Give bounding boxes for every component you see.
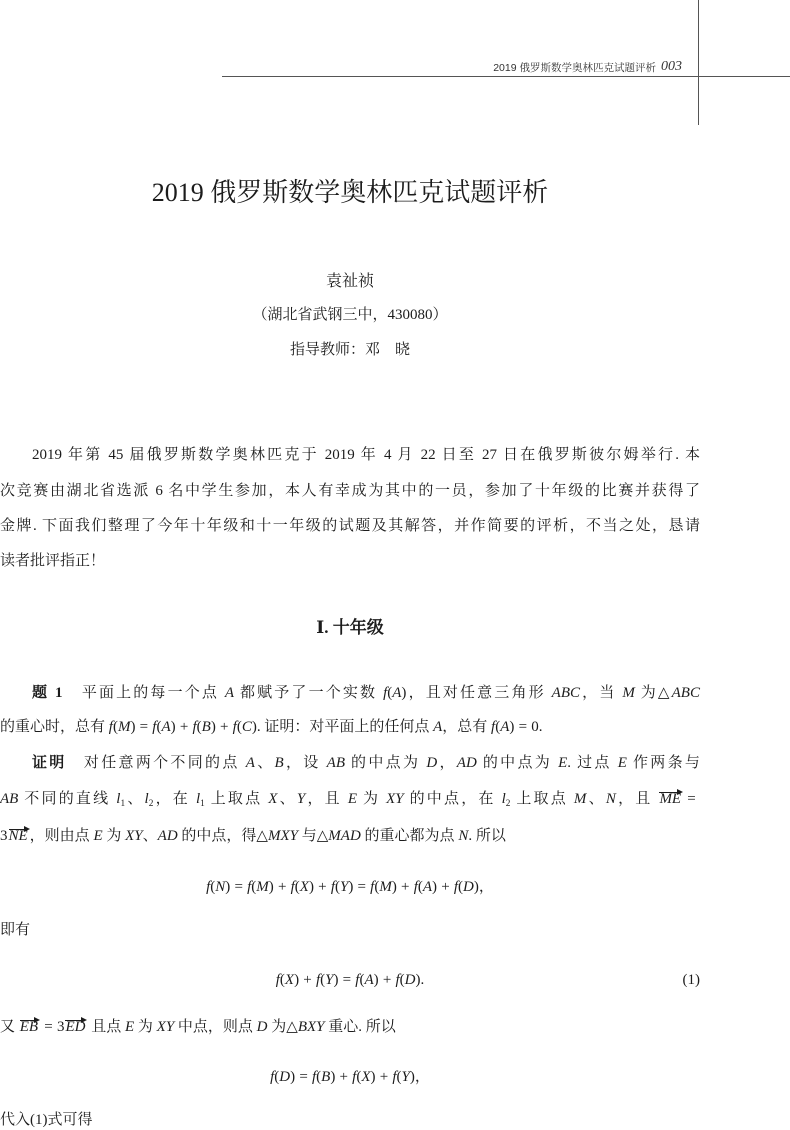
text-run: ，且 [615, 791, 659, 807]
math-glyph: X [361, 1069, 371, 1085]
math-glyph: f [206, 879, 211, 895]
math-glyph: C [689, 685, 700, 701]
text-run: 、 [586, 791, 606, 807]
text-run: . [420, 972, 425, 988]
section-heading: Ⅰ. 十年级 [316, 618, 384, 637]
math-glyph: ( [279, 972, 285, 988]
math-glyph: = [139, 719, 149, 735]
math-glyph: f [355, 972, 360, 988]
math-glyph: ( [396, 1069, 402, 1085]
display-equation [0, 877, 700, 897]
math-glyph: f [315, 972, 321, 988]
math-glyph: ) [473, 879, 479, 895]
intro-line [0, 516, 700, 536]
math-glyph: ) [409, 1069, 415, 1085]
text-run: ， [437, 755, 457, 771]
math-glyph: ) [333, 972, 339, 988]
header-vertical-rule [698, 0, 699, 125]
math-run [386, 791, 404, 807]
math-glyph: ( [236, 719, 242, 735]
text-run: 的中点，得△ [177, 828, 268, 844]
math-glyph: ( [196, 719, 202, 735]
math-glyph: B [321, 1069, 331, 1085]
math-glyph: M [117, 719, 131, 735]
math-run [618, 755, 627, 771]
math-glyph: ( [495, 719, 501, 735]
text-run: 为 [102, 828, 126, 844]
math-glyph: E [93, 828, 103, 844]
math-glyph: B [335, 755, 345, 771]
math-glyph: A [500, 719, 510, 735]
header-horizontal-rule [222, 76, 790, 77]
intro-line [0, 551, 700, 571]
math-glyph: D [349, 828, 361, 844]
text-run: . 过点 [567, 755, 618, 771]
math-run [622, 685, 635, 701]
math-glyph: D [279, 1069, 291, 1085]
math-run [458, 828, 468, 844]
text-run: 上取点 [510, 791, 574, 807]
math-glyph: A [364, 972, 374, 988]
math-glyph: = [234, 879, 243, 895]
math-glyph: l [144, 791, 149, 807]
math-run [298, 1019, 325, 1035]
vector: ME [659, 791, 682, 807]
running-title: 2019 俄罗斯数学奥林匹克试题评析 [493, 62, 656, 74]
proof-line [0, 753, 700, 773]
text-run: 不同的直线 [18, 791, 117, 807]
math-glyph: f [392, 1069, 397, 1085]
math-glyph: ( [399, 972, 405, 988]
math-run [328, 828, 361, 844]
math-glyph: A [157, 828, 167, 844]
vector: EB [19, 1019, 39, 1035]
math-glyph: = [342, 972, 352, 988]
math-glyph: D [404, 972, 416, 988]
text-run: 为△ [267, 1019, 298, 1035]
math-glyph: + [401, 879, 410, 895]
math-glyph: ( [156, 719, 162, 735]
math-glyph: f [453, 879, 459, 895]
proof-line [0, 1017, 700, 1037]
math-glyph: f [413, 879, 418, 895]
advisor-line: 指导教师：邓 晓 [289, 342, 410, 358]
display-equation [0, 1067, 700, 1087]
math-run [275, 755, 284, 771]
math-run [552, 685, 580, 701]
text-run: 为 [356, 791, 387, 807]
math-run [348, 791, 357, 807]
math-glyph: A [224, 685, 235, 701]
math-run [276, 972, 421, 988]
math-run [109, 719, 257, 735]
text-run: 又 [0, 1019, 19, 1035]
text-run: . 所以 [468, 828, 506, 844]
math-glyph: ) [268, 879, 274, 895]
subscript: 1 [120, 798, 126, 809]
math-glyph: A [340, 828, 350, 844]
text-run: 的中点为 [344, 755, 427, 771]
text-run: ， [478, 879, 494, 895]
math-glyph: f [247, 879, 252, 895]
text-run: 2019 年第 45 届俄罗斯数学奥林匹克于 2019 年 4 月 22 日至 27 日在俄罗斯彼尔姆举行. 本 [32, 447, 700, 463]
text-run: 、 [277, 791, 297, 807]
math-glyph: E [347, 791, 357, 807]
math-glyph: E [617, 755, 627, 771]
math-run [672, 685, 700, 701]
math-glyph: Y [134, 828, 143, 844]
math-glyph: = [357, 879, 366, 895]
text-run: 上取点 [204, 791, 269, 807]
math-glyph: A [456, 755, 466, 771]
subscript: 2 [148, 798, 154, 809]
math-run [457, 755, 477, 771]
math-glyph: l [195, 791, 201, 807]
text-run: ，且对任意三角形 [406, 685, 552, 701]
math-glyph: ( [417, 879, 423, 895]
math-run [125, 1019, 134, 1035]
math-glyph: Y [401, 1069, 410, 1085]
math-glyph: ) [415, 972, 421, 988]
math-glyph: ) [290, 1069, 296, 1085]
math-glyph: l [501, 791, 506, 807]
math-glyph: ) [373, 972, 379, 988]
text-run: 的重心时，总有 [0, 719, 109, 735]
math-run [0, 828, 8, 844]
text-run: 、 [125, 791, 145, 807]
math-run [558, 755, 567, 771]
math-run [158, 828, 178, 844]
math-run [40, 1019, 64, 1035]
text-run: ，则由点 [29, 828, 94, 844]
math-glyph: l [116, 791, 121, 807]
math-glyph: 3 [56, 1019, 65, 1035]
math-glyph: B [560, 685, 570, 701]
subscript: 2 [505, 798, 511, 809]
math-glyph: ) [225, 879, 231, 895]
math-glyph: N [215, 879, 226, 895]
text-run: ，当 [580, 685, 623, 701]
vector: NE [8, 828, 28, 844]
math-glyph: D [463, 879, 474, 895]
math-glyph: A [551, 685, 561, 701]
bold-label: 题 1 [32, 685, 63, 701]
math-glyph: f [383, 685, 388, 701]
math-run [426, 755, 437, 771]
text-run: 为 [134, 1019, 157, 1035]
proof-line [0, 789, 700, 809]
math-run [574, 791, 587, 807]
math-glyph: ( [294, 879, 300, 895]
math-glyph: Y [395, 791, 404, 807]
proof-line [0, 826, 700, 846]
math-glyph: Y [325, 972, 334, 988]
math-glyph: + [303, 972, 312, 988]
math-glyph: Y [316, 1019, 325, 1035]
math-glyph: X [299, 879, 309, 895]
math-glyph: X [284, 972, 295, 988]
math-glyph: f [270, 1069, 275, 1085]
math-run [257, 1019, 268, 1035]
article-title: 2019 俄罗斯数学奥林匹克试题评析 [151, 178, 549, 207]
math-glyph: = [44, 1019, 53, 1035]
math-glyph: + [339, 1069, 348, 1085]
math-glyph: f [311, 1069, 317, 1085]
text-run: 代入(1)式可得 [0, 1112, 93, 1128]
math-glyph: A [433, 719, 443, 735]
math-glyph: ) [432, 879, 438, 895]
math-glyph: N [458, 828, 469, 844]
math-glyph: ) [170, 719, 176, 735]
math-glyph: + [179, 719, 189, 735]
math-glyph: ( [374, 879, 380, 895]
text-run: ， [414, 1069, 430, 1085]
text-run: . 证明：对平面上的任何点 [256, 719, 434, 735]
math-run [683, 791, 700, 807]
text-run: 对任意两个不同的点 [66, 755, 246, 771]
math-glyph: f [370, 879, 375, 895]
math-run [297, 791, 305, 807]
math-glyph: + [318, 879, 327, 895]
text-run: 、 [142, 828, 158, 844]
math-glyph: A [671, 685, 681, 701]
math-run [327, 755, 345, 771]
math-glyph: M [622, 685, 635, 701]
math-glyph: ) [370, 1069, 376, 1085]
text-run: 重心. 所以 [324, 1019, 396, 1035]
math-glyph: Y [339, 879, 349, 895]
math-glyph: ( [316, 1069, 322, 1085]
math-glyph: f [108, 719, 113, 735]
math-glyph: f [352, 1069, 357, 1085]
math-glyph: ( [210, 879, 216, 895]
math-glyph: ( [359, 972, 365, 988]
math-glyph: ) [308, 879, 314, 895]
math-glyph: = [687, 791, 696, 807]
math-glyph: A [422, 879, 433, 895]
text-run: 的中点，在 [403, 791, 502, 807]
math-run [383, 685, 406, 701]
math-glyph: M [328, 828, 341, 844]
math-glyph: ) [210, 719, 216, 735]
text-run: 的中点为 [476, 755, 559, 771]
math-glyph: ( [458, 879, 464, 895]
math-glyph: M [267, 828, 281, 844]
math-run [270, 1069, 415, 1085]
math-glyph: ) [251, 719, 257, 735]
math-glyph: ) [401, 685, 407, 701]
math-glyph: + [379, 1069, 389, 1085]
math-glyph: M [573, 791, 587, 807]
text-run: 平面上的每一个点 [62, 685, 225, 701]
math-glyph: X [280, 828, 290, 844]
math-glyph: B [201, 719, 211, 735]
math-glyph: A [245, 755, 255, 771]
math-glyph: f [152, 719, 157, 735]
math-glyph: + [382, 972, 392, 988]
text-run: 都赋予了一个实数 [234, 685, 384, 701]
text-run: 与△ [297, 828, 329, 844]
bold-label: 证明 [32, 755, 67, 771]
math-run [268, 828, 298, 844]
math-glyph: Y [296, 791, 306, 807]
text-run: 次竞赛由湖北省选派 6 名中学生参加，本人有幸成为其中的一员，参加了十年级的比赛并获得了 [0, 483, 700, 499]
proof-line [0, 1110, 700, 1130]
math-run [93, 828, 102, 844]
math-glyph: Y [165, 1019, 175, 1035]
problem-line [0, 683, 700, 703]
text-run: 金牌. 下面我们整理了今年十年级和十一年级的试题及其解答，并作简要的评析，不当之处，恳请 [0, 518, 700, 534]
math-glyph: = [518, 719, 528, 735]
math-glyph: D [465, 755, 477, 771]
math-glyph: + [441, 879, 450, 895]
text-run: 即有 [0, 922, 31, 938]
math-glyph: = [299, 1069, 308, 1085]
math-glyph: f [491, 719, 496, 735]
math-glyph: D [166, 828, 178, 844]
math-glyph: ( [387, 685, 393, 701]
equation-number: (1) [682, 972, 700, 988]
math-glyph: E [558, 755, 568, 771]
math-glyph: ) [509, 719, 515, 735]
math-glyph: N [605, 791, 616, 807]
text-run: ，且 [305, 791, 348, 807]
text-run: 作两条与 [626, 755, 700, 771]
intro-line [0, 481, 700, 501]
math-glyph: f [275, 972, 280, 988]
math-glyph: ) [391, 879, 397, 895]
math-glyph: ) [130, 719, 136, 735]
math-glyph: D [256, 1019, 268, 1035]
math-glyph: M [379, 879, 392, 895]
math-glyph: ( [251, 879, 257, 895]
text-run: ，设 [283, 755, 327, 771]
math-glyph: ) [348, 879, 354, 895]
math-glyph: ( [320, 972, 326, 988]
math-run [246, 755, 255, 771]
display-equation [0, 970, 700, 990]
math-glyph: ( [112, 719, 118, 735]
math-glyph: B [274, 755, 284, 771]
math-glyph: B [680, 685, 690, 701]
math-glyph: f [395, 972, 400, 988]
math-glyph: + [220, 719, 229, 735]
math-glyph: X [268, 791, 278, 807]
page-number: 003 [661, 59, 682, 74]
math-glyph: f [330, 879, 335, 895]
math-glyph: C [241, 719, 252, 735]
math-glyph: 0 [531, 719, 539, 735]
text-run: ，总有 [442, 719, 492, 735]
math-glyph: A [326, 755, 336, 771]
math-glyph: f [192, 719, 197, 735]
math-run [225, 685, 234, 701]
math-glyph: A [392, 685, 402, 701]
text-run: 、 [254, 755, 275, 771]
author-affiliation: （湖北省武钢三中，430080） [252, 307, 448, 323]
problem-line [0, 717, 700, 737]
math-glyph: Y [289, 828, 298, 844]
text-run: 中点，则点 [174, 1019, 257, 1035]
math-glyph: A [161, 719, 171, 735]
author-name: 袁祉祯 [325, 273, 374, 290]
math-glyph: M [256, 879, 269, 895]
math-glyph: A [0, 791, 10, 807]
math-glyph: 3 [0, 828, 8, 844]
math-glyph: ( [274, 1069, 280, 1085]
math-glyph: X [125, 828, 135, 844]
math-glyph: ( [334, 879, 340, 895]
math-glyph: D [426, 755, 438, 771]
math-glyph: B [9, 791, 19, 807]
math-glyph: X [386, 791, 396, 807]
math-glyph: f [290, 879, 295, 895]
math-run [491, 719, 539, 735]
math-glyph: E [124, 1019, 135, 1035]
subscript: 1 [200, 798, 205, 809]
math-glyph: ) [294, 972, 300, 988]
math-run [206, 879, 479, 895]
math-run [606, 791, 616, 807]
math-run [433, 719, 442, 735]
math-glyph: B [297, 1019, 307, 1035]
math-glyph: C [570, 685, 581, 701]
math-run [0, 791, 18, 807]
math-glyph: X [156, 1019, 166, 1035]
text-run: 为△ [634, 685, 672, 701]
math-glyph: + [277, 879, 287, 895]
text-run: 的重心都为点 [360, 828, 459, 844]
text-run: ，在 [153, 791, 196, 807]
proof-line [0, 920, 700, 940]
text-run: . [538, 719, 543, 735]
text-run: 读者批评指正！ [0, 553, 106, 569]
math-glyph: X [306, 1019, 317, 1035]
text-run: 且点 [87, 1019, 125, 1035]
math-run [125, 828, 143, 844]
math-run [157, 1019, 175, 1035]
math-glyph: ) [330, 1069, 336, 1085]
math-glyph: f [232, 719, 237, 735]
vector: ED [65, 1019, 86, 1035]
intro-line [0, 445, 700, 465]
math-glyph: ( [356, 1069, 362, 1085]
